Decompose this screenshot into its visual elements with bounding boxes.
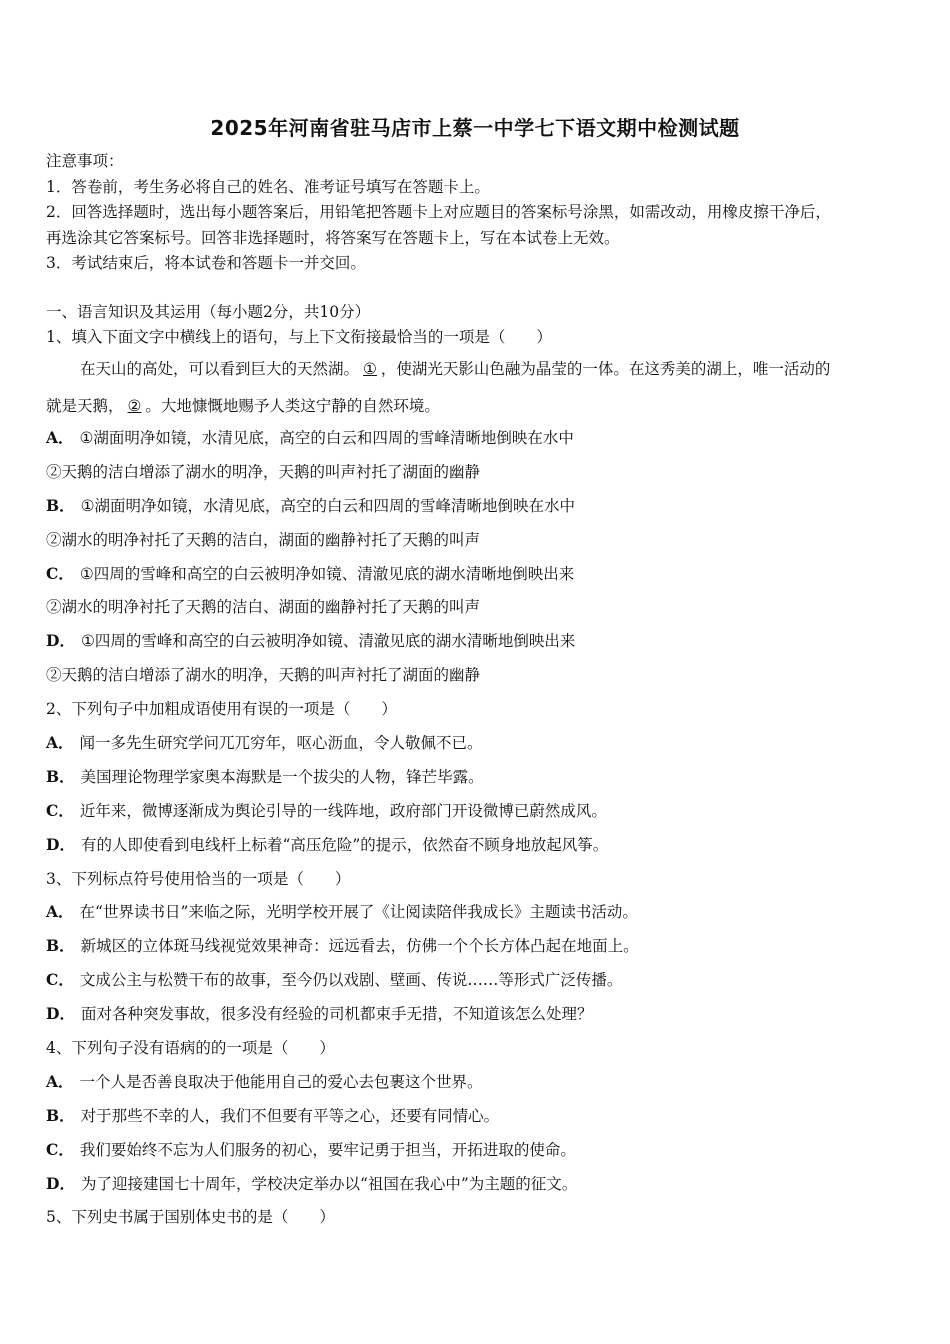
option-label: C． [46, 1139, 74, 1159]
question-line [46, 662, 916, 696]
answer-option [46, 561, 916, 595]
answer-option [46, 967, 916, 1001]
line-text: ②湖水的明净衬托了天鹅的洁白，湖面的幽静衬托了天鹅的叫声 [46, 530, 481, 549]
line-text: 新城区的立体斑马线视觉效果神奇：远远看去，仿佛一个个长方体凸起在地面上。 [80, 937, 639, 956]
question-1-stem: 1、填入下面文字中横线上的语句，与上下文衔接最恰当的一项是（ ） [46, 328, 552, 346]
note-item: 3．考试结束后，将本试卷和答题卡一并交回。 [46, 254, 366, 272]
line-text: 对于那些不幸的人，我们不但要有平等之心，还要有同情心。 [80, 1106, 500, 1125]
question-line [46, 1035, 916, 1069]
question-1-passage [46, 356, 916, 430]
option-label: D． [46, 631, 75, 651]
passage-text: 就是天鹅， [46, 397, 124, 415]
blank-2: ② [127, 397, 142, 415]
option-label: A． [46, 902, 74, 922]
answer-option [46, 933, 916, 967]
answer-option [46, 628, 916, 662]
line-text: 有的人即使看到电线杆上标着“高压危险”的提示，依然奋不顾身地放起风筝。 [80, 835, 609, 854]
question-line [46, 1204, 916, 1238]
option-label: D． [46, 1173, 75, 1193]
line-text: 文成公主与松赞干布的故事，至今仍以戏剧、壁画、传说……等形式广泛传播。 [79, 971, 623, 990]
option-label: A． [46, 733, 74, 753]
line-text: 4、下列句子没有语病的的一项是（ ） [46, 1039, 335, 1058]
answer-option [46, 425, 916, 459]
line-text: 在“世界读书日”来临之际，光明学校开展了《让阅读陪伴我成长》主题读书活动。 [79, 903, 638, 922]
note-item: 1．答卷前，考生务必将自己的姓名、准考证号填写在答题卡上。 [46, 177, 490, 196]
line-text: ①四周的雪峰和高空的白云被明净如镜、清澈见底的湖水清晰地倒映出来 [79, 564, 575, 583]
line-text: ①湖面明净如镜，水清见底，高空的白云和四周的雪峰清晰地倒映在水中 [80, 496, 576, 515]
answer-option [46, 1001, 916, 1035]
answer-option [46, 1137, 916, 1171]
blank-1: ① [363, 360, 377, 378]
answer-option [46, 798, 916, 832]
option-label: B． [46, 1105, 75, 1125]
line-text: ②天鹅的洁白增添了湖水的明净，天鹅的叫声衬托了湖面的幽静 [46, 666, 481, 685]
option-label: C． [46, 563, 74, 583]
answer-option [46, 899, 916, 933]
line-text: 近年来，微博逐渐成为舆论引导的一线阵地，政府部门开设微博已蔚然成风。 [79, 801, 607, 820]
answer-option [46, 493, 916, 527]
page-title: 2025年河南省驻马店市上蔡一中学七下语文期中检测试题 [210, 116, 740, 140]
passage-text: ，使湖光天影山色融为晶莹的一体。在这秀美的湖上，唯一活动的 [380, 360, 831, 378]
answer-option [46, 832, 916, 866]
option-label: B． [46, 766, 75, 786]
option-label: A． [46, 1071, 74, 1091]
notes [46, 149, 916, 277]
option-label: B． [46, 495, 75, 515]
question-line [46, 594, 916, 628]
line-text: ②天鹅的洁白增添了湖水的明净，天鹅的叫声衬托了湖面的幽静 [46, 462, 481, 481]
line-text: 我们要始终不忘为人们服务的初心，要牢记勇于担当，开拓进取的使命。 [79, 1140, 576, 1159]
passage-text: 。大地慷慨地赐予人类这宁静的自然环境。 [145, 397, 440, 415]
option-label: C． [46, 970, 74, 990]
line-text: ①湖面明净如镜，水清见底，高空的白云和四周的雪峰清晰地倒映在水中 [79, 429, 574, 447]
answer-option [46, 764, 916, 798]
answer-option [46, 1171, 916, 1205]
question-line [46, 696, 916, 730]
option-label: C． [46, 800, 74, 820]
answer-option [46, 1069, 916, 1103]
line-text: 闻一多先生研究学问兀兀穷年，呕心沥血，令人敬佩不已。 [79, 734, 483, 753]
question-line [46, 527, 916, 561]
question-list [46, 425, 916, 1238]
note-item: 再选涂其它答案标号。回答非选择题时，将答案写在答题卡上，写在本试卷上无效。 [46, 228, 620, 247]
question-line [46, 459, 916, 493]
line-text: 3、下列标点符号使用恰当的一项是（ ） [46, 869, 351, 888]
note-item: 2．回答选择题时，选出每小题答案后，用铅笔把答题卡上对应题目的答案标号涂黑，如需改动，用橡皮擦干净后， [46, 203, 831, 221]
line-text: 一个人是否善良取决于他能用自己的爱心去包裹这个世界。 [79, 1072, 483, 1091]
answer-option [46, 730, 916, 764]
line-text: 2、下列句子中加粗成语使用有误的一项是（ ） [46, 700, 397, 719]
option-label: A． [46, 428, 74, 447]
option-label: B． [46, 936, 75, 956]
line-text: 5、下列史书属于国别体史书的是（ ） [46, 1208, 335, 1227]
line-text: 美国理论物理学家奥本海默是一个拔尖的人物，锋芒毕露。 [80, 767, 484, 786]
line-text: 面对各种突发事故，很多没有经验的司机都束手无措，不知道该怎么处理？ [80, 1005, 593, 1024]
answer-option [46, 1103, 916, 1137]
line-text: 为了迎接建国七十周年，学校决定举办以“祖国在我心中”为主题的征文。 [80, 1174, 578, 1193]
section-heading: 一、语言知识及其运用（每小题2分，共10分） [46, 303, 371, 321]
notes-heading: 注意事项： [46, 152, 124, 170]
passage-text: 在天山的高处，可以看到巨大的天然湖。 [80, 360, 360, 378]
line-text: ①四周的雪峰和高空的白云被明净如镜、清澈见底的湖水清晰地倒映出来 [80, 632, 576, 651]
line-text: ②湖水的明净衬托了天鹅的洁白、湖面的幽静衬托了天鹅的叫声 [46, 598, 481, 617]
question-line [46, 866, 916, 900]
option-label: D． [46, 1004, 75, 1024]
option-label: D． [46, 834, 75, 854]
